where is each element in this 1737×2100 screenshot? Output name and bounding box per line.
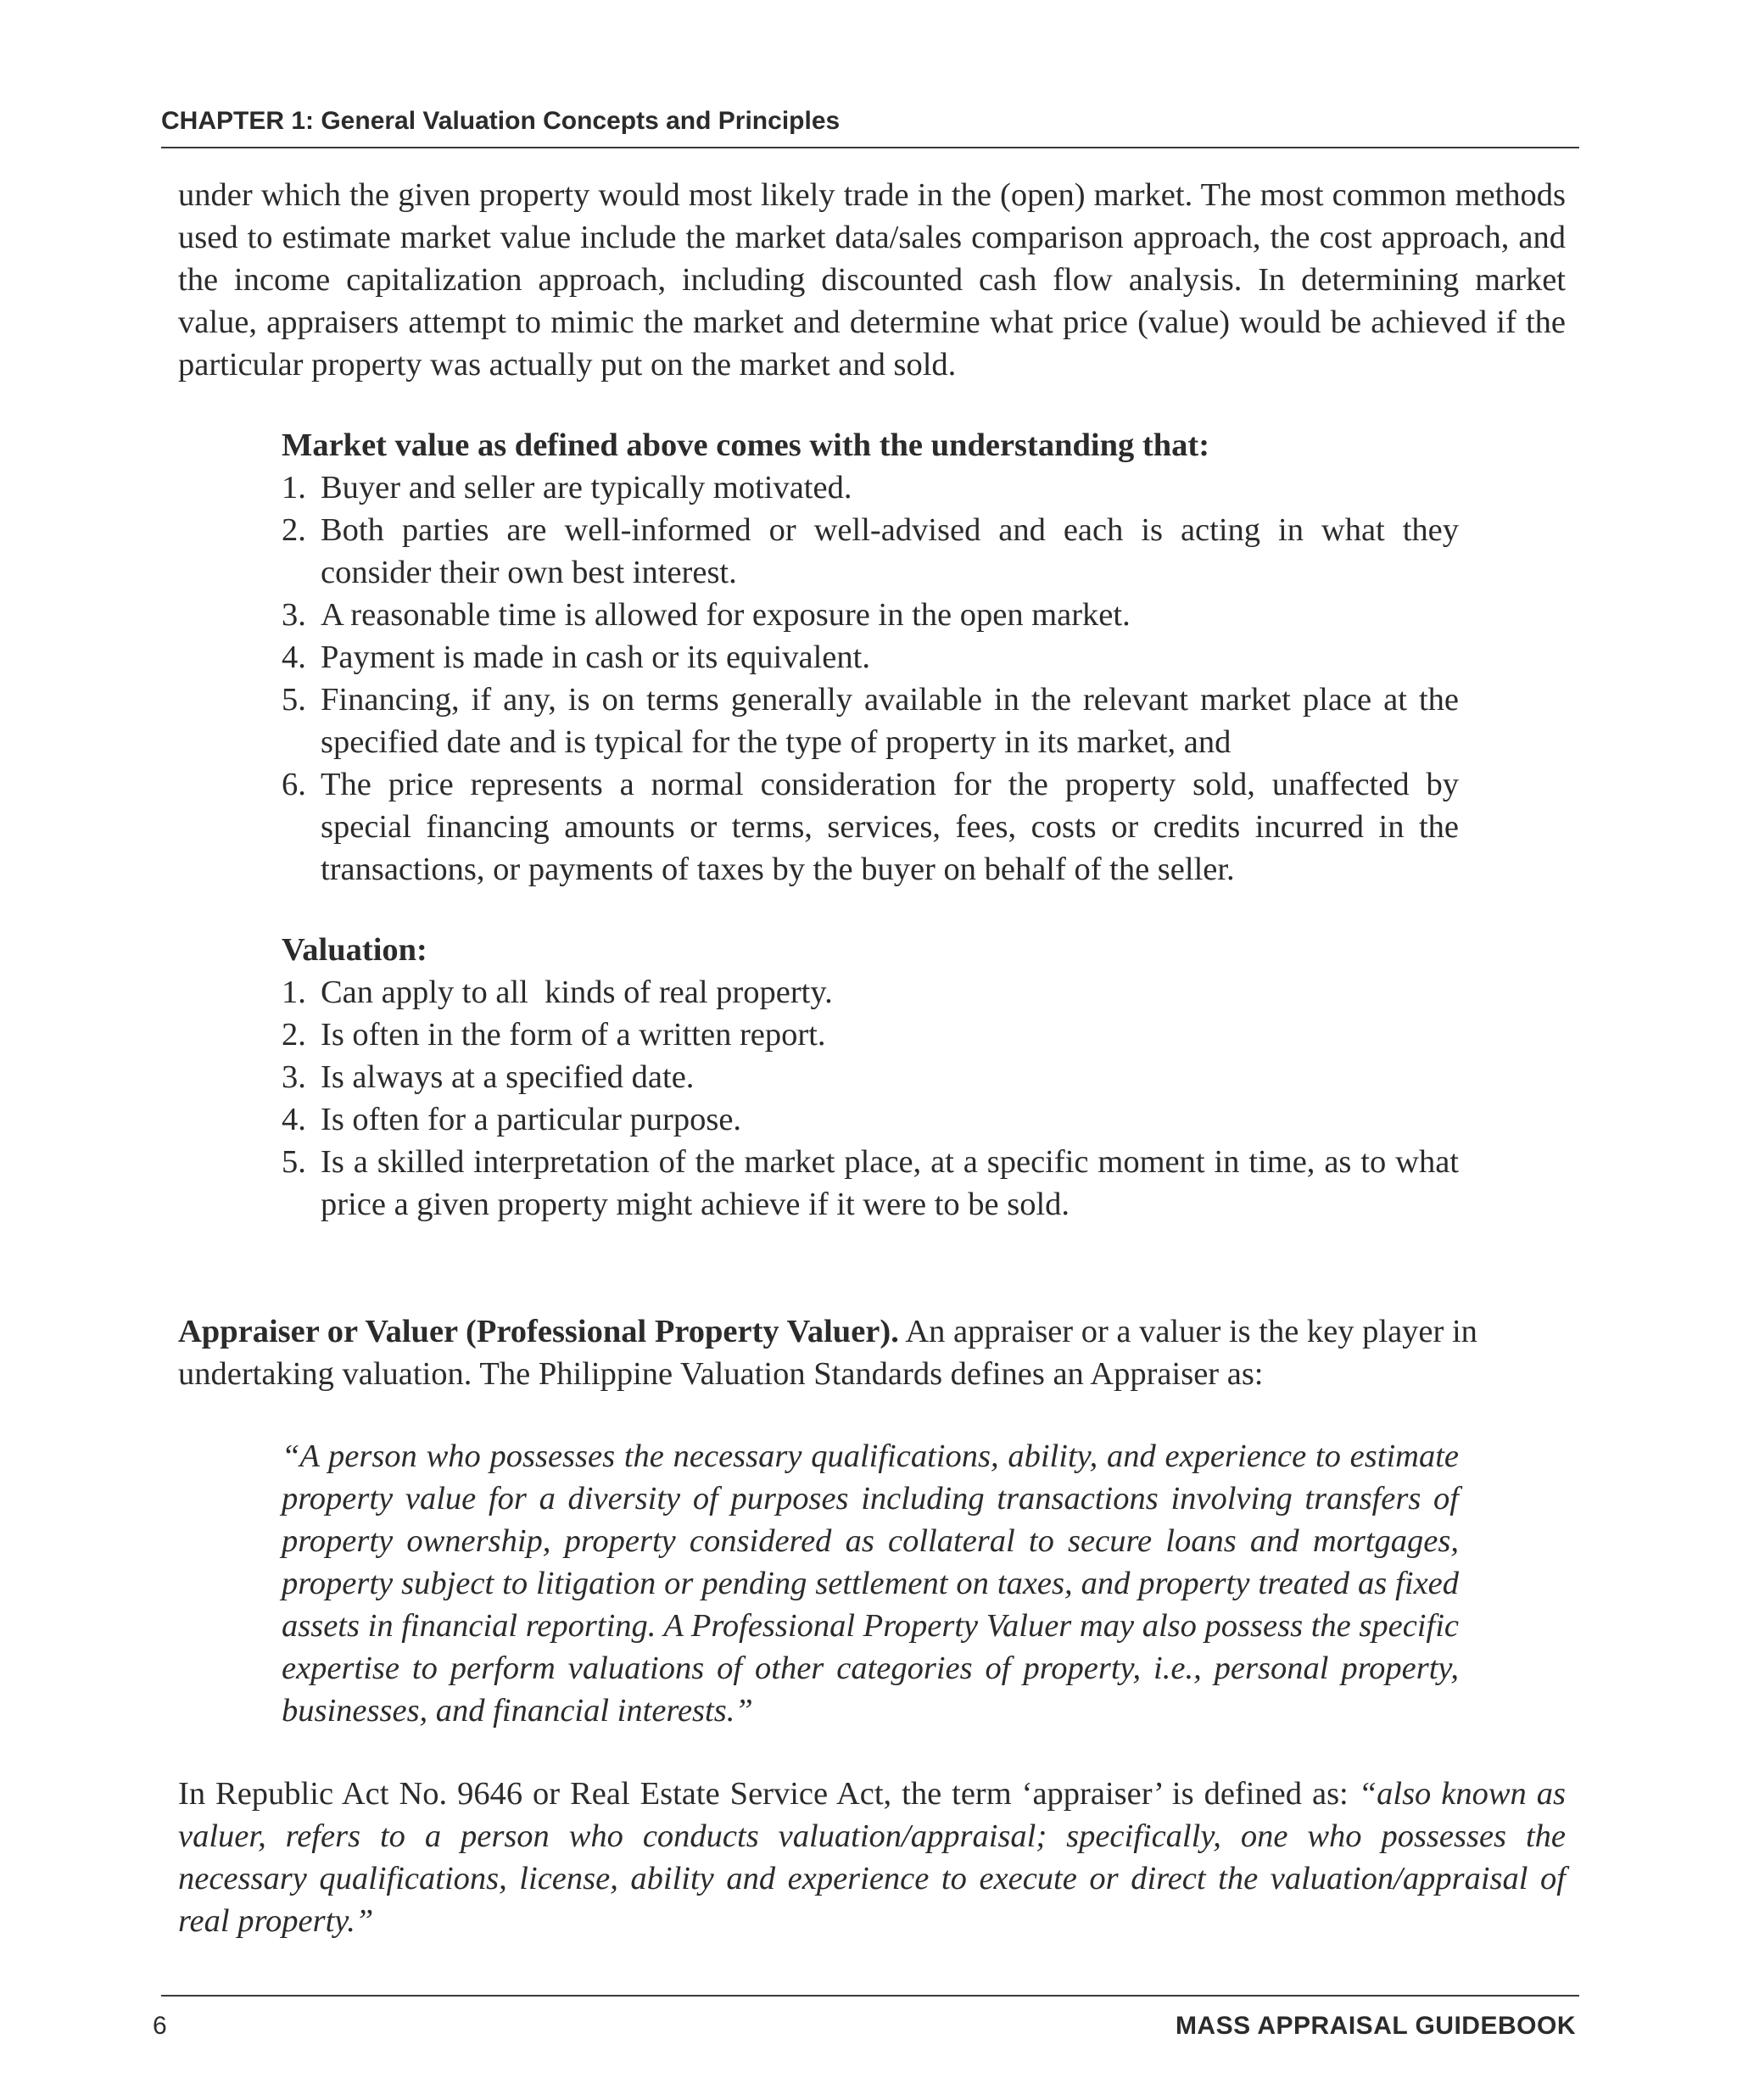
list-item bbox=[282, 509, 1459, 594]
republic-act-lead: In Republic Act No. 9646 or Real Estate Service Act, the term ‘appraiser’ is defined as: bbox=[178, 1776, 1359, 1812]
valuation-list bbox=[282, 971, 1459, 1226]
list-text: Is always at a specified date. bbox=[321, 1059, 695, 1095]
list-text: Financing, if any, is on terms generally available in the relevant market place at the specified date and is typical for the type of property in its market, and bbox=[321, 682, 1459, 760]
list-item bbox=[282, 1098, 1459, 1141]
list-text: Both parties are well-informed or well-advised and each is acting in what they consider their own best interest. bbox=[321, 512, 1459, 590]
list-number: 1. bbox=[282, 470, 306, 505]
chapter-header: CHAPTER 1: General Valuation Concepts and Principles bbox=[161, 107, 841, 135]
pvs-quote: “A person who possesses the necessary qualifications, ability, and experience to estimate property value for a diversity of purposes including transactions involving transfers of property ownership, property considered as collateral to secure loans and mortgages, property subject to litigation or pending settlement on taxes, and property treated as fixed assets in financial reporting. A Professional Property Valuer may also possess the specific expertise to perform valuations of other categories of property, i.e., personal property, businesses, and financial interests.” bbox=[282, 1438, 1459, 1729]
list-number: 2. bbox=[282, 1017, 306, 1053]
appraiser-paragraph bbox=[178, 1310, 1566, 1395]
list-number: 2. bbox=[282, 512, 306, 548]
list-item bbox=[282, 971, 1459, 1014]
list-item bbox=[282, 679, 1459, 763]
list-text: Buyer and seller are typically motivated. bbox=[321, 470, 852, 505]
list-text: Is a skilled interpretation of the market place, at a specific moment in time, as to what price a given property might achieve if it were to be sold. bbox=[321, 1144, 1459, 1222]
list-text: The price represents a normal consideration for the property sold, unaffected by special financing amounts or terms, services, fees, costs or credits incurred in the transactions, or payments of taxes by the buyer on behalf of the seller. bbox=[321, 767, 1459, 887]
list-item bbox=[282, 636, 1459, 679]
list-number: 5. bbox=[282, 1144, 306, 1180]
list-number: 4. bbox=[282, 1102, 306, 1137]
footer-rule bbox=[161, 1995, 1579, 1997]
list-item bbox=[282, 466, 1459, 509]
list-text: Payment is made in cash or its equivalent. bbox=[321, 639, 870, 675]
header-rule bbox=[161, 147, 1579, 148]
valuation-section bbox=[282, 929, 1459, 1226]
list-number: 3. bbox=[282, 1059, 306, 1095]
republic-act-paragraph bbox=[178, 1773, 1566, 1942]
list-item bbox=[282, 594, 1459, 636]
appraiser-definition: An appraiser or a valuer is the key player in undertaking valuation. The Philippine Valuation Standards defines an Appraiser as: bbox=[178, 1314, 1477, 1392]
list-item bbox=[282, 1056, 1459, 1098]
list-text: Is often in the form of a written report. bbox=[321, 1017, 826, 1053]
list-number: 6. bbox=[282, 767, 306, 802]
list-item bbox=[282, 1014, 1459, 1056]
intro-paragraph: under which the given property would most likely trade in the (open) market. The most common methods used to estimate market value include the market data/sales comparison approach, the cost approach, and the income capitalization approach, including discounted cash flow analysis. In determining market value, appraisers attempt to mimic the market and determine what price (value) would be achieved if the particular property was actually put on the market and sold. bbox=[178, 177, 1566, 383]
list-text: Is often for a particular purpose. bbox=[321, 1102, 742, 1137]
list-item bbox=[282, 1141, 1459, 1226]
market-value-section bbox=[282, 424, 1459, 891]
market-value-list bbox=[282, 466, 1459, 891]
list-number: 4. bbox=[282, 639, 306, 675]
list-number: 1. bbox=[282, 975, 306, 1010]
valuation-heading: Valuation: bbox=[282, 932, 427, 968]
appraiser-term: Appraiser or Valuer (Professional Property Valuer). bbox=[178, 1314, 899, 1349]
list-number: 3. bbox=[282, 597, 306, 633]
list-text: Can apply to all kinds of real property. bbox=[321, 975, 833, 1010]
list-item bbox=[282, 763, 1459, 891]
republic-act-quote: “also known as valuer, refers to a person who conducts valuation/appraisal; specifically, one who possesses the necessary qualifications, license, ability and experience to execute or direct the valuation/appraisal of real property.” bbox=[178, 1776, 1566, 1939]
book-title: MASS APPRAISAL GUIDEBOOK bbox=[1175, 2012, 1576, 2040]
list-text: A reasonable time is allowed for exposure in the open market. bbox=[321, 597, 1131, 633]
market-value-heading: Market value as defined above comes with the understanding that: bbox=[282, 427, 1210, 463]
list-number: 5. bbox=[282, 682, 306, 718]
page-number: 6 bbox=[153, 2012, 167, 2040]
